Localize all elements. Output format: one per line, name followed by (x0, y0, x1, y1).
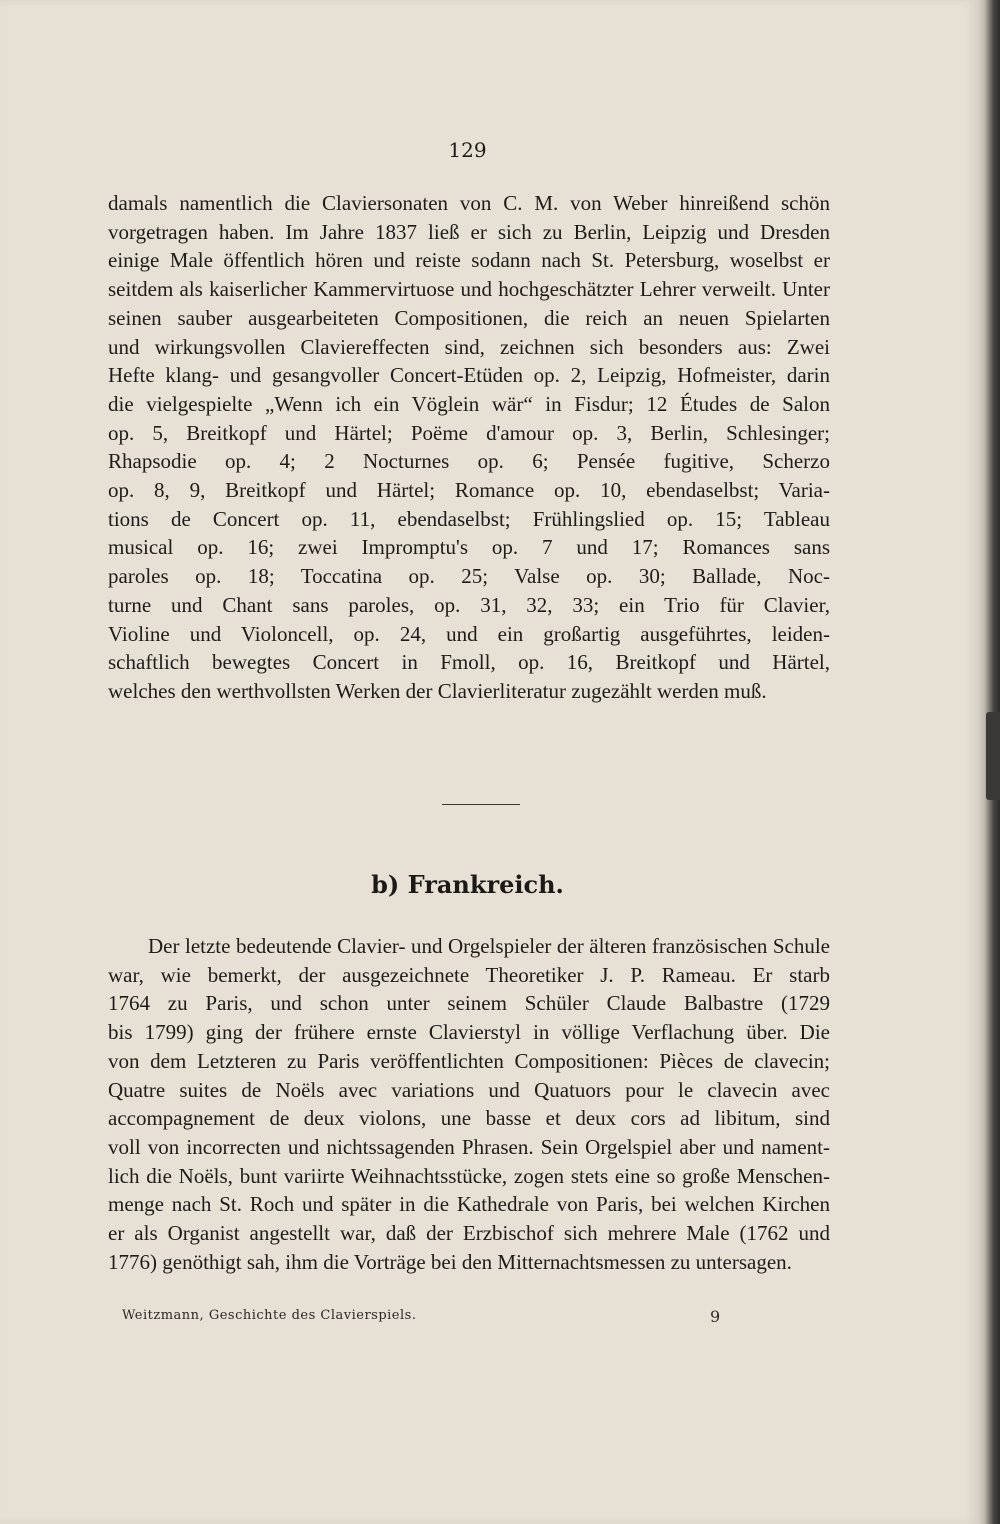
text-line: welches den werthvollsten Werken der Clavierliteratur zugezählt werden muß. (108, 678, 767, 703)
text-line: damals namentlich die Claviersonaten von C. M. von Weber hinreißend schön (108, 191, 830, 215)
signature-mark: Weitzmann, Geschichte des Clavierspiels. (122, 1308, 417, 1323)
text-line: Violine und Violoncell, op. 24, und ein großartig ausgeführtes, leiden- (108, 621, 830, 646)
text-line: einige Male öffentlich hören und reiste sodann nach St. Petersburg, woselbst er (108, 248, 830, 273)
text-line: schaftlich bewegtes Concert in Fmoll, op. 16, Breitkopf und Härtel, (108, 650, 830, 675)
text-line: vorgetragen haben. Im Jahre 1837 ließ er sich zu Berlin, Leipzig und Dresden (108, 219, 830, 244)
text-line: op. 8, 9, Breitkopf und Härtel; Romance op. 10, ebendaselbst; Varia- (108, 478, 830, 503)
text-line: von dem Letzteren zu Paris veröffentlichten Compositionen: Pièces de clavecin; (108, 1048, 830, 1073)
section-divider (442, 804, 520, 805)
text-line: war, wie bemerkt, der ausgezeichnete Theoretiker J. P. Rameau. Er starb (108, 962, 830, 987)
page-footer (108, 1308, 830, 1328)
text-line: Der letzte bedeutende Clavier- und Orgelspieler der älteren französischen Schule (148, 934, 830, 958)
paragraph-french-school (108, 932, 830, 1276)
section-heading: b) Frankreich. (371, 870, 564, 899)
text-line: 1776) genöthigt sah, ihm die Vorträge bei den Mitternachtsmessen zu untersagen. (108, 1249, 792, 1274)
text-line: und wirkungsvollen Claviereffecten sind, zeichnen sich besonders aus: Zwei (108, 334, 830, 359)
text-line: accompagnement de deux violons, une basse et deux cors ad libitum, sind (108, 1106, 830, 1131)
text-line: seitdem als kaiserlicher Kammervirtuose und hochgeschätzter Lehrer verweilt. Unter (108, 277, 830, 302)
text-line: turne und Chant sans paroles, op. 31, 32, 33; ein Trio für Clavier, (108, 592, 830, 617)
text-line: musical op. 16; zwei Impromptu's op. 7 und 17; Romances sans (108, 535, 830, 560)
text-line: die vielgespielte „Wenn ich ein Vöglein wär“ in Fisdur; 12 Études de Salon (108, 391, 830, 416)
paragraph-weber-concerts (108, 189, 830, 706)
page-tab-marker (986, 712, 1000, 800)
text-line: Quatre suites de Noëls avec variations und Quatuors pour le clavecin avec (108, 1077, 830, 1102)
page-number: 129 (448, 138, 487, 162)
text-line: voll von incorrecten und nichtssagenden Phrasen. Sein Orgelspiel aber und nament- (108, 1134, 830, 1159)
text-line: paroles op. 18; Toccatina op. 25; Valse op. 30; Ballade, Noc- (108, 564, 830, 589)
text-line: 1764 zu Paris, und schon unter seinem Schüler Claude Balbastre (1729 (108, 991, 830, 1016)
text-line: seinen sauber ausgearbeiteten Compositionen, die reich an neuen Spielarten (108, 305, 830, 330)
text-line: op. 5, Breitkopf und Härtel; Poëme d'amour op. 3, Berlin, Schlesinger; (108, 420, 830, 445)
text-line: tions de Concert op. 11, ebendaselbst; Frühlingslied op. 15; Tableau (108, 506, 830, 531)
text-line: Rhapsodie op. 4; 2 Nocturnes op. 6; Pensée fugitive, Scherzo (108, 449, 830, 474)
text-line: Hefte klang- und gesangvoller Concert-Etüden op. 2, Leipzig, Hofmeister, darin (108, 363, 830, 388)
sheet-number: 9 (710, 1307, 721, 1326)
text-line: er als Organist angestellt war, daß der Erzbischof sich mehrere Male (1762 und (108, 1221, 830, 1246)
text-line: bis 1799) ging der frühere ernste Clavierstyl in völlige Verflachung über. Die (108, 1020, 830, 1045)
text-line: lich die Noëls, bunt variirte Weihnachtsstücke, zogen stets eine so große Menschen- (108, 1163, 830, 1188)
text-line: menge nach St. Roch und später in die Kathedrale von Paris, bei welchen Kirchen (108, 1192, 830, 1217)
